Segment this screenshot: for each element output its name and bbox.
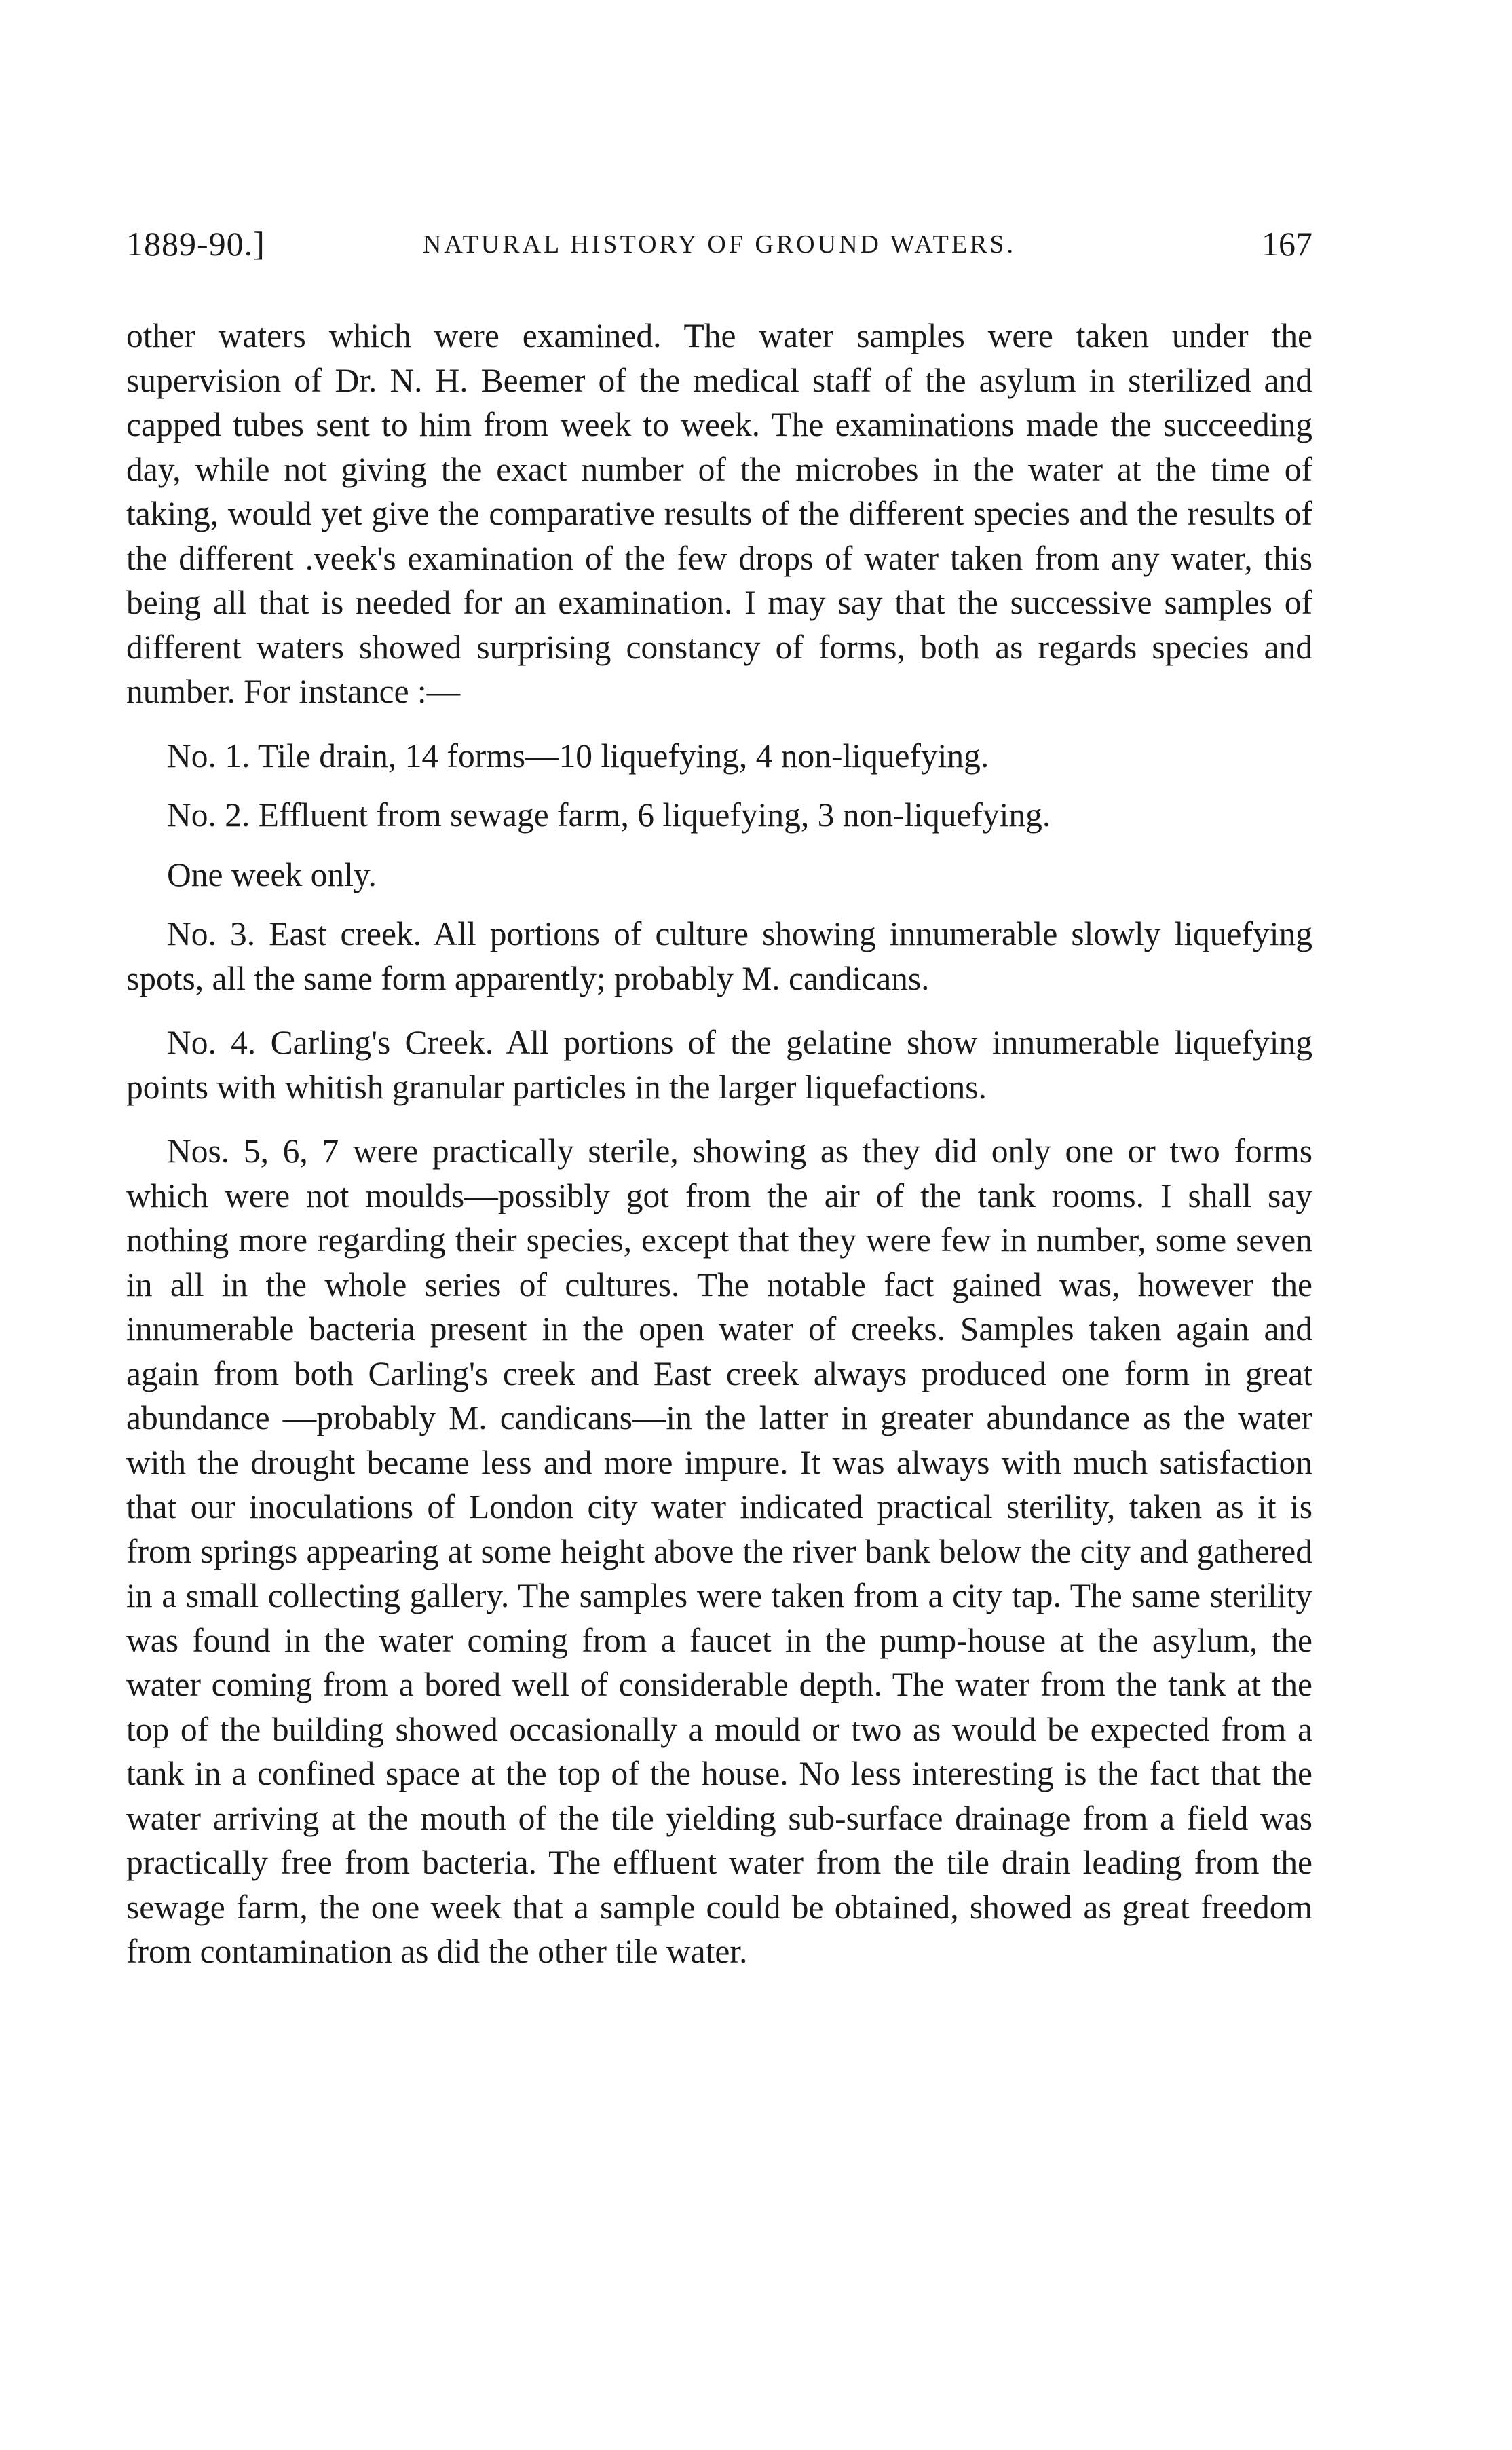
- paragraph-continuation: other waters which were examined. The water samples were taken under the supervision of Dr. N. H. Beemer of the medical staff of the asylum in sterilized and capped tubes sent to him from week to week. The examinations made the succeeding day, while not giving the exact number of the microbes in the water at the time of taking, would yet give the comparative results of the different species and the results of the different .veek's examination of the few drops of water taken from any water, this being all that is needed for an examination. I may say that the successive samples of different waters showed surprising constancy of forms, both as regards species and number. For instance :—: [126, 317, 1312, 710]
- list-note-one-week: One week only.: [167, 855, 377, 893]
- header-title: NATURAL HISTORY OF GROUND WATERS.: [422, 230, 1017, 259]
- list-item-no-2: No. 2. Effluent from sewage farm, 6 liquefying, 3 non-liquefying.: [167, 796, 1051, 834]
- list-item-no-1: No. 1. Tile drain, 14 forms—10 liquefying, 4 non-liquefying.: [167, 737, 989, 775]
- list-item-no-4: No. 4. Carling's Creek. All portions of the gelatine show innumerable liquefying points with whitish granular particles in the larger liquefactions.: [126, 1024, 1312, 1106]
- list-item-no-3: No. 3. East creek. All portions of culture showing innumerable slowly liquefying spots, all the same form apparently; probably M. candicans.: [126, 915, 1312, 997]
- body-text: [126, 314, 1312, 1994]
- header-year-range: 1889-90.]: [126, 225, 265, 263]
- running-head: [126, 224, 1312, 272]
- paragraph-nos-5-6-7: Nos. 5, 6, 7 were practically sterile, showing as they did only one or two forms which were not moulds—possibly got from the air of the tank rooms. I shall say nothing more regarding their species, except that they were few in number, some seven in all in the whole series of cultures. The notable fact gained was, however the innumerable bacteria present in the open water of creeks. Samples taken again and again from both Carling's creek and East creek always produced one form in great abundance —probably M. candicans—in the latter in greater abundance as the water with the drought became less and more impure. It was always with much satisfaction that our inoculations of London city water indicated practical sterility, taken as it is from springs appearing at some height above the river bank below the city and gathered in a small collecting gallery. The samples were taken from a city tap. The same sterility was found in the water coming from a faucet in the pump-house at the asylum, the water coming from a bored well of considerable depth. The water from the tank at the top of the building showed occasionally a mould or two as would be expected from a tank in a confined space at the top of the house. No less interesting is the fact that the water arriving at the mouth of the tile yielding sub-surface drainage from a field was practically free from bacteria. The effluent water from the tile drain leading from the sewage farm, the one week that a sample could be obtained, showed as great freedom from contamination as did the other tile water.: [126, 1132, 1312, 1970]
- page-number: 167: [1262, 225, 1312, 263]
